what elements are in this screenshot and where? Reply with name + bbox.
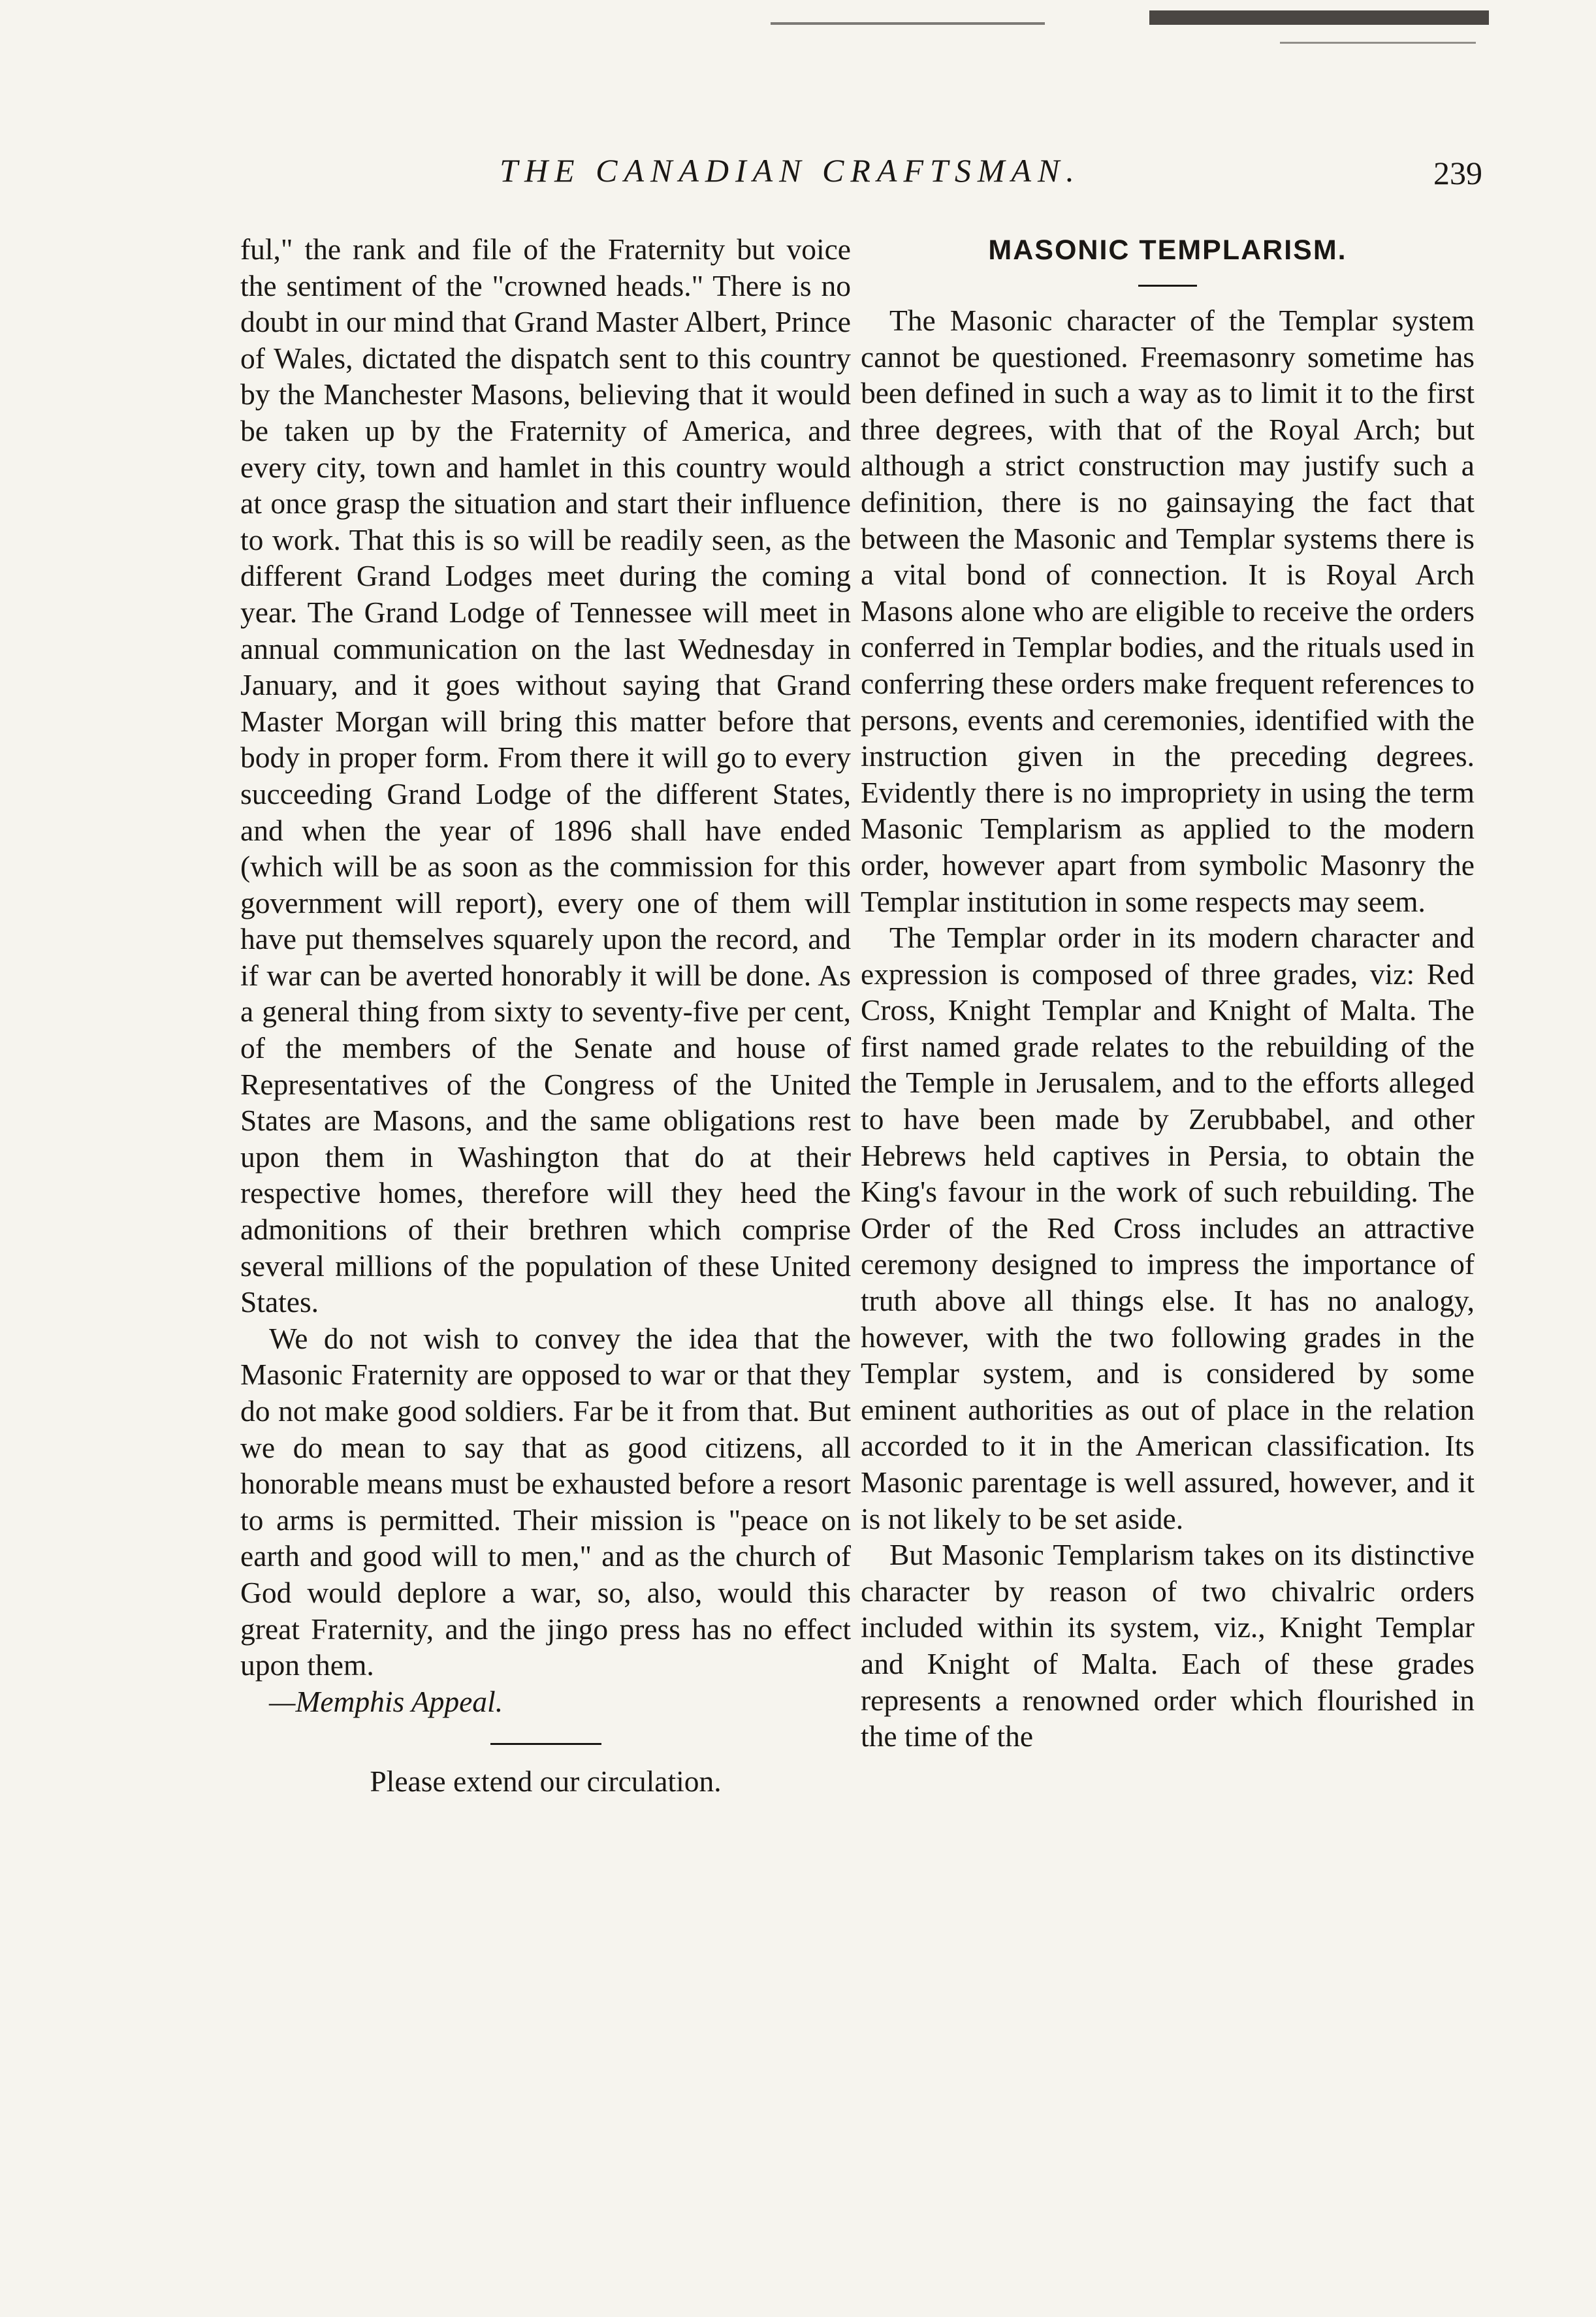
divider <box>490 1743 601 1745</box>
divider <box>1138 285 1197 287</box>
circulation-notice: Please extend our circulation. <box>370 1765 722 1798</box>
paragraph: But Masonic Templarism takes on its distinctive character by reason of two chivalric orders included within its system, viz., Knight Templar and Knight of Malta. Each of these grades represents a renowned order which flourished in the time of the <box>861 1538 1475 1753</box>
scan-artifact <box>1280 42 1476 44</box>
left-column <box>240 231 851 1800</box>
running-head: THE CANADIAN CRAFTSMAN. <box>500 152 1081 189</box>
right-column <box>861 231 1475 1755</box>
paragraph: The Templar order in its modern character and expression is composed of three grades, viz: Red Cross, Knight Templar and Knight of Malta. The first named grade relates to the rebuilding of the the Temple in Jerusalem, and to the efforts alleged to have been made by Zerubbabel, and other Hebrews held captives in Persia, to obtain the King's favour in the work of such rebuilding. The Order of the Red Cross includes an attractive ceremony designed to impress the importance of truth above all things else. It has no analogy, however, with the two following grades in the Templar system, and is considered by some eminent authorities as out of place in the relation accorded to it in the American classification. Its Masonic parentage is well assured, however, and it is not likely to be set aside. <box>861 921 1475 1535</box>
page-header <box>98 152 1482 204</box>
page-number: 239 <box>1433 155 1482 191</box>
paragraph: We do not wish to convey the idea that the Masonic Fraternity are opposed to war or that they do not make good soldiers. Far be it from that. But we do mean to say that as good citizens, all honorable means must be exhausted before a resort to arms is permitted. Their mission is "peace on earth and good will to men," and as the church of God would deplore a war, so, also, would this great Fraternity, and the jingo press has no effect upon them. <box>240 1321 851 1682</box>
paragraph: ful," the rank and file of the Fraternity but voice the sentiment of the "crowned heads." There is no doubt in our mind that Grand Master Albert, Prince of Wales, dictated the dispatch sent to this country by the Manchester Masons, believing that it would be taken up by the Fraternity of America, and every city, town and hamlet in this country would at once grasp the situation and start their influence to work. That this is so will be readily seen, as the different Grand Lodges meet during the coming year. The Grand Lodge of Tennessee will meet in annual communication on the last Wednesday in January, and it goes without saying that Grand Master Morgan will bring this matter before that body in proper form. From there it will go to every succeeding Grand Lodge of the different States, and when the year of 1896 shall have ended (which will be as soon as the commission for this government will report), every one of them will have put themselves squarely upon the record, and if war can be averted honorably it will be done. As a general thing from sixty to seventy-five per cent, of the members of the Senate and house of Representatives of the Congress of the United States are Masons, and the same obligations rest upon them in Washington that do at their respective homes, therefore will they heed the admonitions of their brethren which comprise several millions of the population of these United States. <box>240 232 851 1319</box>
scan-artifact <box>771 22 1045 25</box>
scan-artifact <box>1149 10 1489 25</box>
article-title: MASONIC TEMPLARISM. <box>988 234 1347 266</box>
paragraph: The Masonic character of the Templar system cannot be questioned. Freemasonry sometime has been defined in such a way as to limit it to the first three degrees, with that of the Royal Arch; but although a strict construction may justify such a definition, there is no gainsaying the fact that between the Masonic and Templar systems there is a vital bond of connection. It is Royal Arch Masons alone who are eligible to receive the orders conferred in Templar bodies, and the rituals used in conferring these orders make frequent references to persons, events and ceremonies, identified with the instruction given in the preceding degrees. Evidently there is no impropriety in using the term Masonic Templarism as applied to the modern order, however apart from symbolic Masonry the Templar institution in some respects may seem. <box>861 304 1475 918</box>
attribution: —Memphis Appeal. <box>269 1684 503 1718</box>
